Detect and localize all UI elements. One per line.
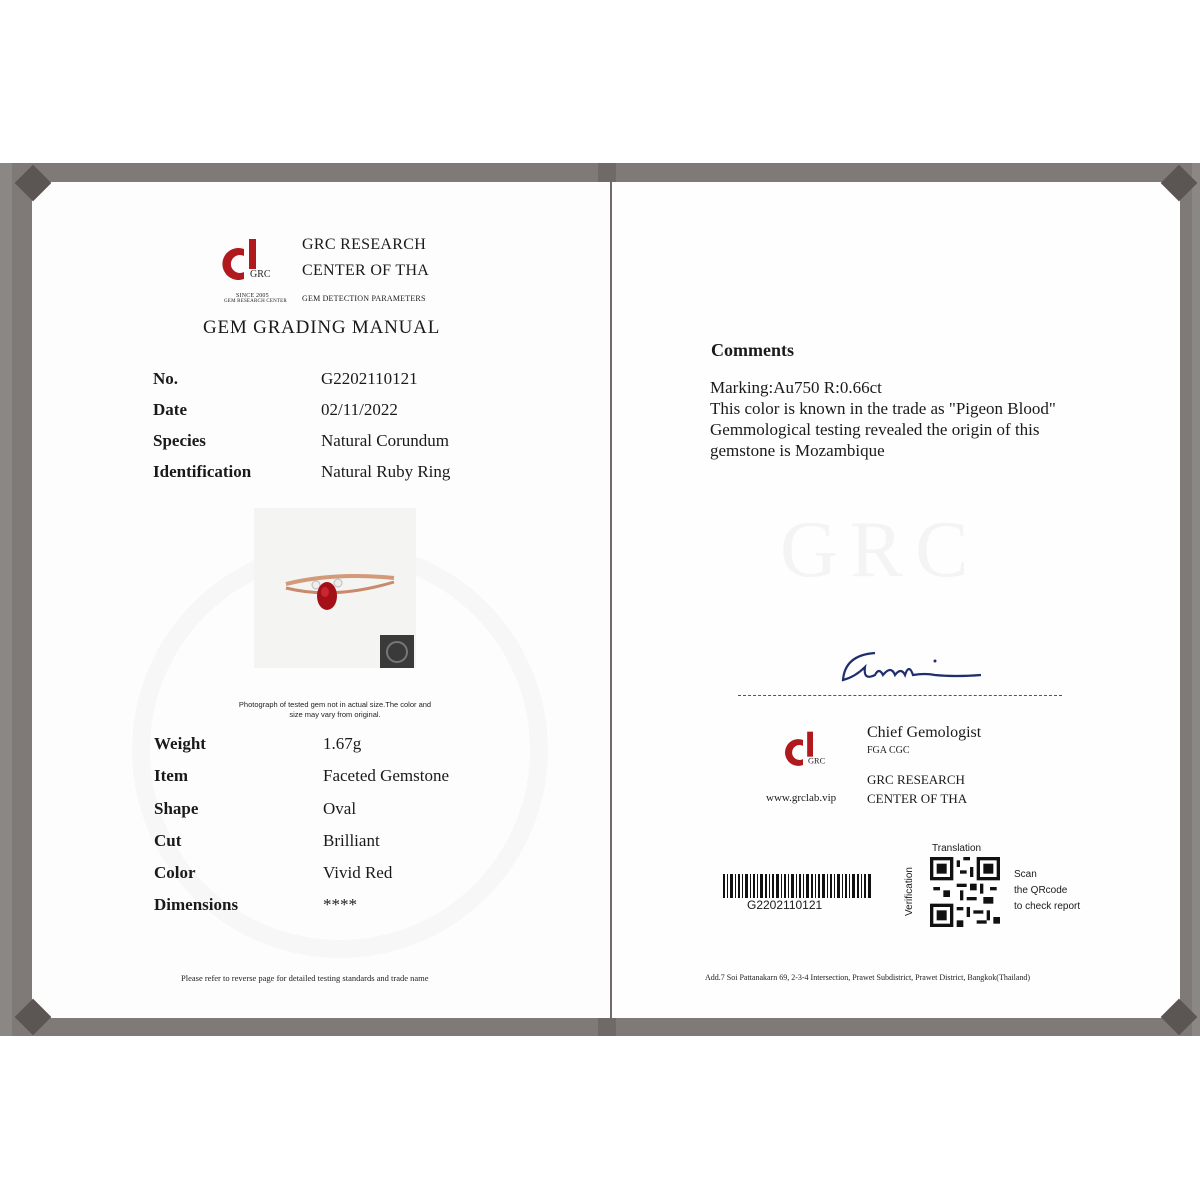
lab-address: Add.7 Soi Pattanakarn 69, 2-3-4 Intersection, Prawet Subdistrict, Prawet District, Bangkok(Thailand) — [705, 973, 1031, 982]
field-value-shape: Oval — [323, 799, 357, 818]
field-value-cut: Brilliant — [323, 831, 380, 850]
website-url[interactable]: www.grclab.vip — [766, 792, 837, 804]
left-footer-note: Please refer to reverse page for detailed testing standards and trade name — [181, 973, 429, 983]
signer-credentials: FGA CGC — [867, 745, 910, 756]
logo-subtitle: GEM RESEARCH CENTER — [224, 299, 287, 304]
field-label-no: No. — [153, 369, 179, 388]
grc-watermark-text: GRC — [780, 506, 981, 594]
comment-line: Marking:Au750 R:0.66ct — [710, 378, 882, 397]
field-label-color: Color — [154, 863, 196, 882]
right-org-name-line2: CENTER OF THA — [867, 791, 968, 806]
right-org-name-line1: GRC RESEARCH — [867, 772, 965, 787]
qr-code-icon[interactable] — [930, 857, 1000, 927]
field-label-species: Species — [153, 431, 206, 450]
field-value-color: Vivid Red — [323, 863, 393, 882]
document-title: GEM GRADING MANUAL — [203, 317, 441, 338]
field-label-cut: Cut — [154, 831, 182, 850]
field-label-dimensions: Dimensions — [154, 895, 239, 914]
signature-line — [738, 695, 1062, 696]
right-page — [612, 182, 1180, 1018]
field-value-item: Faceted Gemstone — [323, 766, 450, 785]
translation-label: Translation — [932, 843, 982, 854]
grc-logo-icon — [783, 730, 833, 780]
grc-logo-icon — [220, 237, 280, 297]
org-name-line1: GRC RESEARCH — [302, 236, 427, 253]
scan-instruction-line3: to check report — [1014, 901, 1081, 912]
field-label-item: Item — [154, 766, 188, 785]
field-value-identification: Natural Ruby Ring — [321, 462, 451, 481]
barcode-image — [723, 874, 873, 898]
field-value-weight: 1.67g — [323, 734, 362, 753]
logo-letters: GRC — [808, 756, 826, 766]
logo-letters: GRC — [250, 269, 271, 280]
scan-instruction-line1: Scan — [1014, 869, 1037, 880]
field-label-weight: Weight — [154, 734, 206, 753]
photo-caption-line1: Photograph of tested gem not in actual size.The color and — [238, 700, 432, 709]
field-value-species: Natural Corundum — [321, 431, 449, 450]
comment-line: This color is known in the trade as "Pigeon Blood" — [710, 399, 1056, 418]
barcode-number: G2202110121 — [747, 898, 823, 912]
logo-since: SINCE 2005 — [236, 293, 269, 299]
photo-caption-line2: size may vary from original. — [289, 710, 381, 719]
field-label-date: Date — [153, 400, 187, 419]
field-value-no: G2202110121 — [321, 369, 418, 388]
comment-line: gemstone is Mozambique — [710, 441, 885, 460]
field-value-date: 02/11/2022 — [321, 400, 398, 419]
field-label-shape: Shape — [154, 799, 199, 818]
gem-photo — [254, 508, 416, 668]
signer-title: Chief Gemologist — [867, 724, 982, 741]
field-label-identification: Identification — [153, 462, 252, 481]
detection-subtitle: GEM DETECTION PARAMETERS — [302, 294, 426, 303]
field-value-dimensions: **** — [323, 895, 357, 914]
verification-label: Verification — [903, 867, 915, 916]
scan-instruction-line2: the QRcode — [1014, 885, 1068, 896]
comments-title: Comments — [711, 340, 794, 360]
ruby-ring-image — [254, 508, 416, 668]
comment-line: Gemmological testing revealed the origin of this — [710, 420, 1040, 439]
signature-image — [835, 645, 985, 690]
org-name-line2: CENTER OF THA — [302, 262, 430, 279]
